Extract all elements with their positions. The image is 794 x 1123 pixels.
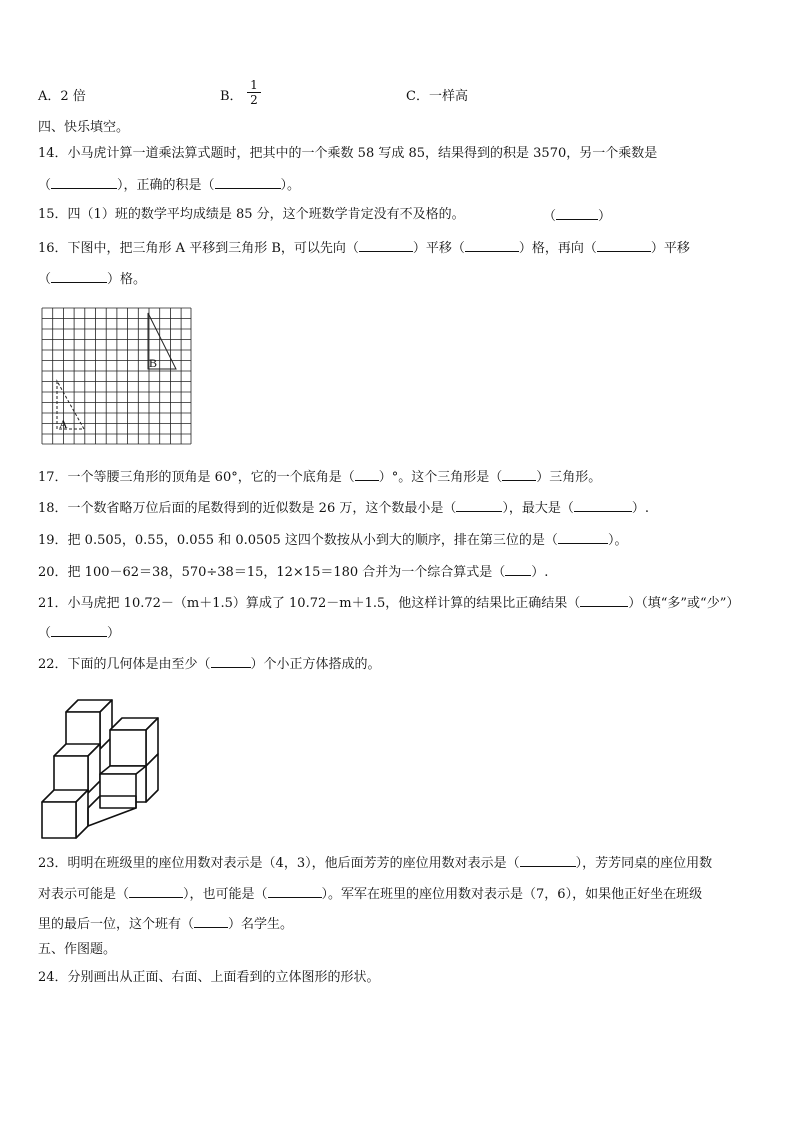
text-segment: ），最大是（: [502, 501, 574, 516]
text-segment: 23．明明在班级里的座位用数对表示是（4，3），他后面芳芳的座位用数对表示是（: [38, 856, 520, 871]
paren-open: （: [38, 178, 52, 193]
answer-blank[interactable]: [558, 529, 608, 544]
question-16-line1: [38, 237, 690, 259]
question-24: 24．分别画出从正面、右面、上面看到的立体图形的形状。: [38, 970, 380, 985]
answer-blank[interactable]: [359, 237, 413, 252]
choice-c: C．一样高: [406, 89, 468, 104]
fraction-numerator: 1: [247, 78, 261, 93]
answer-blank[interactable]: [211, 653, 251, 668]
text-segment: 22．下面的几何体是由至少（: [38, 657, 211, 672]
question-19: [38, 529, 627, 551]
text-segment: ）°。这个三角形是（: [378, 470, 503, 485]
answer-blank[interactable]: [51, 622, 107, 637]
question-23-line3: [38, 913, 293, 935]
paren-close: ）: [598, 209, 612, 224]
question-22: [38, 653, 381, 675]
question-23-line2: [38, 883, 702, 905]
text-segment: ），芳芳同桌的座位用数: [575, 856, 713, 871]
question-14-line2: [38, 174, 300, 196]
section-5-heading: 五、作图题。: [38, 942, 117, 957]
text-segment: ）格。: [107, 272, 147, 287]
question-15-answer: [543, 205, 611, 227]
answer-blank[interactable]: [502, 466, 536, 481]
question-17: [38, 466, 601, 488]
answer-blank[interactable]: [51, 174, 117, 189]
paren-open: （: [38, 626, 52, 641]
paren-open: （: [38, 272, 52, 287]
answer-blank[interactable]: [129, 883, 183, 898]
answer-blank[interactable]: [505, 561, 531, 576]
cube: [66, 700, 112, 749]
text-segment: ）。军军在班里的座位用数对表示是（7，6），如果他正好坐在班级: [321, 887, 703, 902]
text-segment: ）名学生。: [228, 917, 294, 932]
cube: [110, 718, 158, 766]
text-segment: 17．一个等腰三角形的顶角是 60°，它的一个底角是（: [38, 470, 355, 485]
question-23-line1: [38, 852, 712, 874]
question-18: [38, 497, 649, 519]
question-16-line2: [38, 268, 146, 290]
cube-stack-figure: [40, 692, 165, 842]
answer-blank[interactable]: [597, 237, 651, 252]
answer-blank[interactable]: [194, 913, 228, 928]
text-segment: ）三角形。: [536, 470, 602, 485]
text-segment: ）平移（: [412, 241, 465, 256]
fraction-denominator: 2: [250, 93, 258, 107]
triangle-b-label: B: [149, 356, 158, 370]
choice-a: A．2 倍: [38, 89, 86, 104]
cube: [42, 790, 88, 838]
answer-blank[interactable]: [355, 466, 379, 481]
answer-blank[interactable]: [268, 883, 322, 898]
translation-grid-figure: [41, 307, 193, 447]
answer-blank[interactable]: [215, 174, 281, 189]
text-segment: ）平移: [650, 241, 690, 256]
answer-blank[interactable]: [465, 237, 519, 252]
answer-blank[interactable]: [520, 852, 576, 867]
paren-open: （: [543, 209, 557, 224]
answer-blank[interactable]: [574, 497, 632, 512]
text-segment: ）（填“多”或“少”）: [628, 596, 740, 611]
triangle-a-label: A: [59, 417, 68, 431]
text-segment: ）。: [280, 178, 301, 193]
text-segment: ），正确的积是（: [117, 178, 215, 193]
cube: [54, 744, 100, 793]
text-segment: 16．下图中，把三角形 A 平移到三角形 B，可以先向（: [38, 241, 359, 256]
answer-blank[interactable]: [456, 497, 502, 512]
answer-blank[interactable]: [556, 205, 598, 220]
text-segment: ）个小正方体搭成的。: [250, 657, 381, 672]
text-segment: 里的最后一位，这个班有（: [38, 917, 195, 932]
section-4-heading: 四、快乐填空。: [38, 120, 130, 135]
question-21-line2: [38, 622, 120, 644]
text-segment: ）.: [631, 501, 650, 516]
paren-close: ）: [107, 626, 121, 641]
text-segment: 21．小马虎把 10.72－（m＋1.5）算成了 10.72－m＋1.5，他这样计算的结果比正确结果（: [38, 596, 581, 611]
text-segment: 20．把 100－62＝38，570÷38＝15，12×15＝180 合并为一个综合算式是（: [38, 565, 506, 580]
question-21-line1: [38, 592, 739, 614]
text-segment: 19．把 0.505，0.55，0.055 和 0.0505 这四个数按从小到大的顺序，排在第三位的是（: [38, 533, 558, 548]
text-segment: 对表示可能是（: [38, 887, 130, 902]
answer-blank[interactable]: [580, 592, 628, 607]
question-14-line1: 14．小马虎计算一道乘法算式题时，把其中的一个乘数 58 写成 85，结果得到的积是 3570，另一个乘数是: [38, 146, 658, 161]
question-15-text: 15．四（1）班的数学平均成绩是 85 分，这个班数学肯定没有不及格的。: [38, 207, 465, 222]
text-segment: ）格，再向（: [518, 241, 597, 256]
answer-blank[interactable]: [51, 268, 107, 283]
text-segment: ）。: [607, 533, 628, 548]
question-20: [38, 561, 548, 583]
text-segment: ），也可能是（: [183, 887, 268, 902]
text-segment: ）.: [531, 565, 549, 580]
choice-b-label: B．: [220, 89, 243, 104]
choice-b-fraction: [247, 78, 261, 107]
text-segment: 18．一个数省略万位后面的尾数得到的近似数是 26 万，这个数最小是（: [38, 501, 457, 516]
